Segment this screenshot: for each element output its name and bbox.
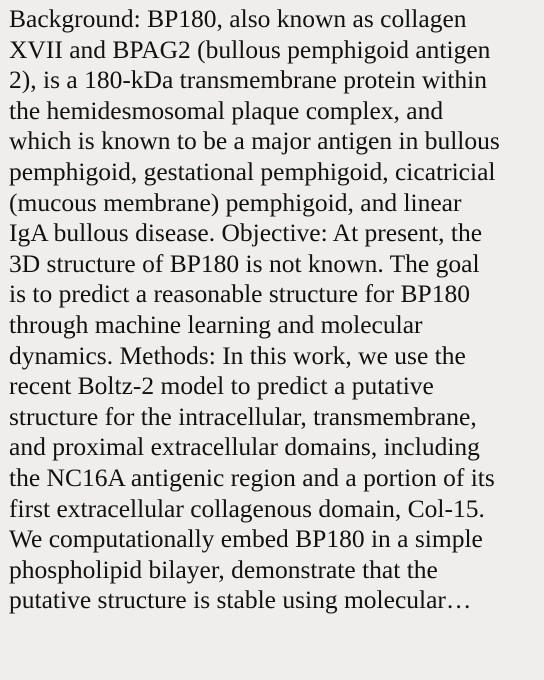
abstract-line: structure for the intracellular, transmembrane, xyxy=(9,401,477,431)
abstract-line: dynamics. Methods: In this work, we use the xyxy=(9,340,466,370)
abstract-line: phospholipid bilayer, demonstrate that the xyxy=(9,554,438,584)
abstract-line: IgA bullous disease. Objective: At present, the xyxy=(9,218,483,248)
abstract-line: which is known to be a major antigen in bullous xyxy=(9,126,500,156)
abstract-line: Background: BP180, also known as collagen xyxy=(9,4,467,33)
abstract-line: through machine learning and molecular xyxy=(9,309,423,339)
abstract-text xyxy=(9,4,539,616)
abstract-line: is to predict a reasonable structure for BP180 xyxy=(9,279,470,309)
abstract-line: the NC16A antigenic region and a portion of its xyxy=(9,462,495,492)
abstract-line: 3D structure of BP180 is not known. The goal xyxy=(9,248,480,278)
abstract-line: putative structure is stable using molecular… xyxy=(9,585,472,615)
abstract-line: first extracellular collagenous domain, Col-15. xyxy=(9,493,485,523)
abstract-line: pemphigoid, gestational pemphigoid, cicatricial xyxy=(9,156,496,186)
abstract-line: the hemidesmosomal plaque complex, and xyxy=(9,95,444,125)
abstract-line: recent Boltz-2 model to predict a putative xyxy=(9,371,434,401)
abstract-line: (mucous membrane) pemphigoid, and linear xyxy=(9,187,462,217)
abstract-line: XVII and BPAG2 (bullous pemphigoid antigen xyxy=(9,34,491,64)
abstract-line: 2), is a 180-kDa transmembrane protein within xyxy=(9,65,488,95)
abstract-line: and proximal extracellular domains, including xyxy=(9,432,480,462)
abstract-line: We computationally embed BP180 in a simple xyxy=(9,524,483,554)
